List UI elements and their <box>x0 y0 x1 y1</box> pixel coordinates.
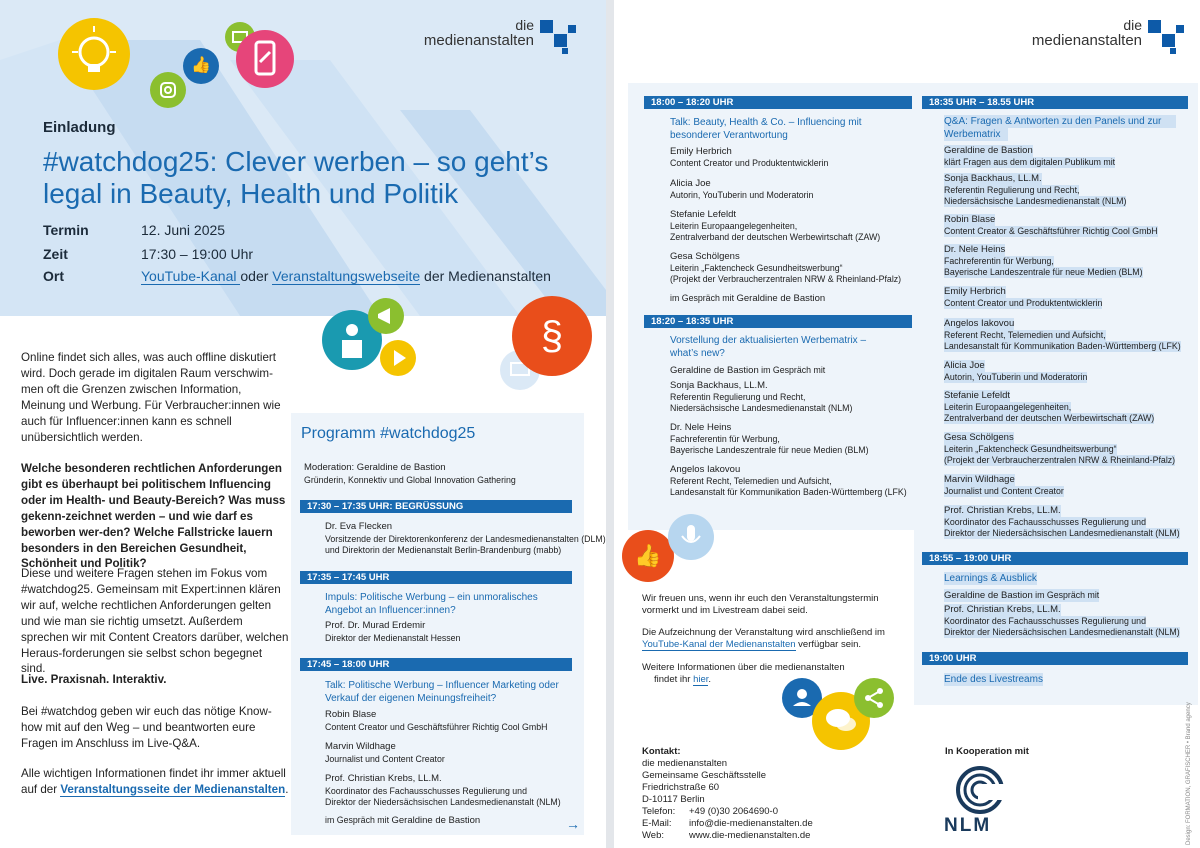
c1-t2-title1: Vorstellung der aktualisierten Werbematrix – <box>670 335 867 346</box>
c2-t3-title: Ende des Livestreams <box>944 674 1043 685</box>
footer-line6-a: findet ihr <box>654 674 694 685</box>
c2-a5-sub: Content Creator und Produktentwicklerin <box>944 298 1103 308</box>
kontakt-l1: die medienanstalten <box>642 758 728 769</box>
footer-line6-b: . <box>708 674 712 685</box>
kontakt-l4: D-10117 Berlin <box>642 794 705 805</box>
c1-slot2-time: 18:20 – 18:35 UHR <box>644 315 912 328</box>
play-icon <box>380 340 416 376</box>
c1-p4-name: Gesa Schölgens <box>670 251 740 262</box>
kicker: Einladung <box>43 119 116 136</box>
footer-line1: Wir freuen uns, wenn ihr euch den Veranstaltungstermin <box>642 593 879 604</box>
s3-title2: Verkauf der eigenen Meinungsfreiheit? <box>325 693 497 704</box>
kontakt-l7-label: Web: <box>642 830 665 841</box>
c1-p1-name: Emily Herbrich <box>670 146 732 157</box>
programm-heading: Programm #watchdog25 <box>301 425 476 442</box>
c2-a3-sub: Content Creator & Geschäftsführer Richtig Cool GmbH <box>944 226 1158 236</box>
slogan: Live. Praxisnah. Interaktiv. <box>21 673 167 686</box>
c2-a6-sub2: Landesanstalt für Kommunikation Baden-Württemberg (LFK) <box>944 341 1181 351</box>
c2-a2-sub1: Referentin Regulierung und Recht, <box>944 185 1080 195</box>
instagram-icon <box>150 72 186 108</box>
thumbs-up-icon: 👍 <box>183 48 219 84</box>
design-credit: Design: FORMATION, GRAFISCHER • Brand agency <box>1186 702 1192 845</box>
c2-t2-title: Learnings & Ausblick <box>944 573 1037 584</box>
termin-value: 12. Juni 2025 <box>141 222 226 238</box>
footer-line4 <box>642 639 861 651</box>
c2-b1-a: Geraldine de Bastion <box>944 590 1033 601</box>
ort-value <box>141 268 551 284</box>
c2-a11-name: Prof. Christian Krebs, LL.M. <box>944 505 1061 516</box>
c2-a1-name: Geraldine de Bastion <box>944 145 1033 156</box>
footer-line6 <box>654 674 711 686</box>
zeit-label: Zeit <box>43 246 68 262</box>
s3-title1: Talk: Politische Werbung – Influencer Marketing oder <box>325 680 559 691</box>
c1-q3-sub2: Landesanstalt für Kommunikation Baden-Württemberg (LFK) <box>670 487 907 497</box>
c2-a9-sub1: Leiterin „Faktencheck Gesundheitswerbung“ <box>944 444 1117 454</box>
c2-a6-name: Angelos Iakovou <box>944 318 1015 329</box>
c2-a11-sub1: Koordinator des Fachausschusses Regulierung und <box>944 517 1146 527</box>
c2-b2-sub2: Direktor der Niedersächsischen Landesmedienanstalt (NLM) <box>944 627 1180 637</box>
s1-name: Dr. Eva Flecken <box>325 521 393 532</box>
kontakt-l6-label: E-Mail: <box>642 818 672 829</box>
nlm-logo-icon <box>952 764 1008 814</box>
page-title <box>43 146 603 210</box>
c1-q0 <box>670 364 825 377</box>
title-line-2: legal in Beauty, Health und Politik <box>43 178 459 209</box>
c1-p1-sub: Content Creator und Produktentwicklerin <box>670 158 829 168</box>
kontakt-l5-label: Telefon: <box>642 806 676 817</box>
logo <box>380 18 580 48</box>
c1-q1-name: Sonja Backhaus, LL.M. <box>670 380 768 391</box>
c1-slot1-time: 18:00 – 18:20 UHR <box>644 96 912 109</box>
c1-q0-a: Geraldine de Bastion <box>670 365 759 376</box>
c2-slot3-time: 19:00 UHR <box>922 652 1188 665</box>
ort-mid: oder <box>240 268 273 284</box>
c1-title1: Talk: Beauty, Health & Co. – Influencing mit <box>670 117 862 128</box>
qa-paragraph: Bei #watchdog geben wir euch das nötige Know-how mit auf den Weg – und beantworten eure Fragen im Anschluss im Live-Q&A. <box>21 705 272 750</box>
megaphone-icon <box>368 298 404 334</box>
logo-line1: die <box>515 17 534 33</box>
c2-b2-sub1: Koordinator des Fachausschusses Regulierung und <box>944 616 1146 626</box>
info-text: Alle wichtigen Informationen findet ihr immer aktuell auf der <box>21 767 286 796</box>
c2-a6-sub1: Referent Recht, Telemedien und Aufsicht, <box>944 330 1106 340</box>
title-line-1: #watchdog25: Clever werben – so geht’s <box>43 146 549 177</box>
questions-paragraph: Welche besonderen rechtlichen Anforderungen gibt es überhaupt bei politischem Influencing oder im Health- und Beauty-Bereich? Was muss gekenn-zeichnet werden – und wie darf es beworben wer-den? Welche Fallstricke lauern besonders in den Bereichen Gesundheit, Schönheit und Politik? <box>21 462 286 571</box>
c1-mod-a: im Gespräch mit <box>670 293 737 303</box>
c1-t2-title2: what’s new? <box>670 348 725 359</box>
s3-sub3a: Koordinator des Fachausschusses Regulierung und <box>325 786 527 796</box>
nlm-logo-text: NLM <box>944 815 992 836</box>
slot-1-time: 17:30 – 17:35 UHR: BEGRÜSSUNG <box>300 500 572 513</box>
s2-title2: Angebot an Influencer:innen? <box>325 605 456 616</box>
c1-p3-name: Stefanie Lefeldt <box>670 209 737 220</box>
s3-sub1: Content Creator und Geschäftsführer Richtig Cool GmbH <box>325 722 548 732</box>
intro-paragraph: Online findet sich alles, was auch offline diskutiert wird. Doch gerade im digitalen Raum verschwim-men oft die Grenzen zwischen Information, Meinung und Werbung. Für Verbraucher:innen wie auch für Influencer:innen kann es schnell unübersichtlich werden. <box>21 351 281 444</box>
c2-a4-sub1: Fachreferentin für Werbung, <box>944 256 1054 266</box>
c2-a8-name: Stefanie Lefeldt <box>944 390 1011 401</box>
moderation-sub: Gründerin, Konnektiv und Global Innovation Gathering <box>304 475 516 485</box>
s3-name2: Marvin Wildhage <box>325 741 396 752</box>
kontakt-heading: Kontakt: <box>642 746 681 757</box>
c2-a11-sub2: Direktor der Niedersächsischen Landesmedienanstalt (NLM) <box>944 528 1180 538</box>
c2-a7-name: Alicia Joe <box>944 360 985 371</box>
c1-q2-name: Dr. Nele Heins <box>670 422 732 433</box>
focus-paragraph: Diese und weitere Fragen stehen im Fokus vom #watchdog25. Gemeinsam mit Expert:innen klären wir auf, welche rechtlichen Anforderungen gelten und wie man sie richtig umsetzt. Außerdem sprechen wir mit Content Creators darüber, welchen Heraus-forderungen sie selbst schon begegnet sind. <box>21 567 289 676</box>
microphone-icon <box>668 514 714 560</box>
s3-sub3b: Direktor der Niedersächsischen Landesmedienanstalt (NLM) <box>325 797 561 807</box>
s1-sub1: Vorsitzende der Direktorenkonferenz der Landesmedienanstalten (DLM) <box>325 534 606 544</box>
c1-p3-sub1: Leiterin Europaangelegenheiten, <box>670 221 798 231</box>
logo-right-mark-icon <box>1148 20 1188 56</box>
hier-link[interactable]: hier <box>693 674 709 685</box>
s1-sub2: und Direktorin der Medienanstalt Berlin-Brandenburg (mabb) <box>325 545 562 555</box>
c1-p3-sub2: Zentralverband der deutschen Werbewirtschaft (ZAW) <box>670 232 881 242</box>
ort-end: der Medienanstalten <box>420 268 551 284</box>
c1-p2-name: Alicia Joe <box>670 178 711 189</box>
c1-moderation <box>670 293 825 304</box>
slot-2-time: 17:35 – 17:45 UHR <box>300 571 572 584</box>
c2-a2-name: Sonja Backhaus, LL.M. <box>944 173 1042 184</box>
c1-title2: besonderer Verantwortung <box>670 130 788 141</box>
footer-line5: Weitere Informationen über die medienanstalten <box>642 662 845 673</box>
c1-q2-sub2: Bayerische Landeszentrale für neue Medien (BLM) <box>670 445 869 455</box>
youtube-channel-link[interactable]: YouTube-Kanal der Medienanstalten <box>642 639 796 650</box>
s2-sub: Direktor der Medienanstalt Hessen <box>325 633 461 643</box>
s2-title1: Impuls: Politische Werbung – ein unmoralisches <box>325 592 538 603</box>
s3-moderation <box>325 815 480 826</box>
c2-a8-sub1: Leiterin Europaangelegenheiten, <box>944 402 1072 412</box>
c2-a2-sub2: Niedersächsische Landesmedienanstalt (NLM) <box>944 196 1127 206</box>
c2-a7-sub: Autorin, YouTuberin und Moderatorin <box>944 372 1088 382</box>
c2-a3-name: Robin Blase <box>944 214 996 225</box>
lightbulb-icon <box>58 18 130 90</box>
c2-b1 <box>944 589 1099 602</box>
s3-name3: Prof. Christian Krebs, LL.M. <box>325 773 442 784</box>
info-end: . <box>285 782 289 796</box>
logo-right-line1: die <box>1123 17 1142 33</box>
c2-a9-name: Gesa Schölgens <box>944 432 1014 443</box>
like-icon: 👍 <box>622 530 674 582</box>
c2-a4-name: Dr. Nele Heins <box>944 244 1006 255</box>
info-paragraph <box>21 766 289 798</box>
c1-mod-b: Geraldine de Bastion <box>736 293 826 304</box>
c2-a5-name: Emily Herbrich <box>944 286 1006 297</box>
c1-q3-sub1: Referent Recht, Telemedien und Aufsicht, <box>670 476 832 486</box>
paragraph-icon: § <box>512 296 592 376</box>
c2-a9-sub2: (Projekt der Verbraucherzentralen NRW & Rheinland-Pfalz) <box>944 455 1176 465</box>
footer-line2: vormerkt und im Livestream dabei seid. <box>642 605 808 616</box>
kontakt-l3: Friedrichstraße 60 <box>642 782 720 793</box>
share-icon <box>854 678 894 718</box>
s3-sub2: Journalist und Content Creator <box>325 754 445 764</box>
c2-slot2-time: 18:55 – 19:00 UHR <box>922 552 1188 565</box>
youtube-link[interactable]: YouTube-Kanal <box>141 268 241 284</box>
c2-a1-sub: klärt Fragen aus dem digitalen Publikum mit <box>944 157 1116 167</box>
smartphone-icon <box>236 30 294 88</box>
website-link[interactable]: Veranstaltungswebseite <box>272 268 421 284</box>
c1-p2-sub: Autorin, YouTuberin und Moderatorin <box>670 190 814 200</box>
logo-right <box>988 18 1188 48</box>
kontakt-l2: Gemeinsame Geschäftsstelle <box>642 770 767 781</box>
c1-q3-name: Angelos Iakovou <box>670 464 741 475</box>
right-page <box>614 0 1200 848</box>
c2-a4-sub2: Bayerische Landeszentrale für neue Medien (BLM) <box>944 267 1143 277</box>
kontakt-email[interactable]: info@die-medienanstalten.de <box>689 818 813 829</box>
event-page-link[interactable]: Veranstaltungsseite der Medienanstalten <box>60 782 286 796</box>
c2-b1-b: im Gespräch mit <box>1032 590 1100 600</box>
c2-a8-sub2: Zentralverband der deutschen Werbewirtschaft (ZAW) <box>944 413 1155 423</box>
c2-a10-name: Marvin Wildhage <box>944 474 1015 485</box>
moderation: Moderation: Geraldine de Bastion <box>304 462 446 473</box>
c2-b2-name: Prof. Christian Krebs, LL.M. <box>944 604 1061 615</box>
zeit-value: 17:30 – 19:00 Uhr <box>141 246 254 262</box>
logo-right-line2: medienanstalten <box>1031 32 1142 49</box>
arrow-right-icon: → <box>566 816 580 832</box>
c1-q2-sub1: Fachreferentin für Werbung, <box>670 434 780 444</box>
c1-q1-sub1: Referentin Regulierung und Recht, <box>670 392 806 402</box>
c1-q1-sub2: Niedersächsische Landesmedienanstalt (NLM) <box>670 403 853 413</box>
c1-p4-sub2: (Projekt der Verbraucherzentralen NRW & Rheinland-Pfalz) <box>670 274 902 284</box>
kooperation-label: In Kooperation mit <box>945 746 1029 757</box>
c1-q0-b: im Gespräch mit <box>758 365 826 375</box>
logo-line2: medienanstalten <box>423 32 534 49</box>
s3-mod-b: Geraldine de Bastion <box>391 815 481 826</box>
c2-a10-sub: Journalist und Content Creator <box>944 486 1064 496</box>
c2-title2: Werbematrix <box>944 128 1008 141</box>
s2-name: Prof. Dr. Murad Erdemir <box>325 620 426 631</box>
logo-mark-icon <box>540 20 580 56</box>
kontakt-web[interactable]: www.die-medienanstalten.de <box>689 830 811 841</box>
c2-slot1-time: 18:35 UHR – 18.55 UHR <box>922 96 1188 109</box>
s3-mod-a: im Gespräch mit <box>325 815 392 825</box>
c1-p4-sub1: Leiterin „Faktencheck Gesundheitswerbung“ <box>670 263 843 273</box>
footer-line4-end: verfügbar sein. <box>795 639 862 650</box>
slot-3-time: 17:45 – 18:00 UHR <box>300 658 572 671</box>
footer-line3: Die Aufzeichnung der Veranstaltung wird anschließend im <box>642 627 885 638</box>
kontakt-phone: +49 (0)30 2064690-0 <box>689 806 779 817</box>
s3-name1: Robin Blase <box>325 709 377 720</box>
page-gutter <box>606 0 614 848</box>
termin-label: Termin <box>43 222 89 238</box>
ort-label: Ort <box>43 268 64 284</box>
c2-title1: Q&A: Fragen & Antworten zu den Panels und zur <box>944 115 1176 128</box>
